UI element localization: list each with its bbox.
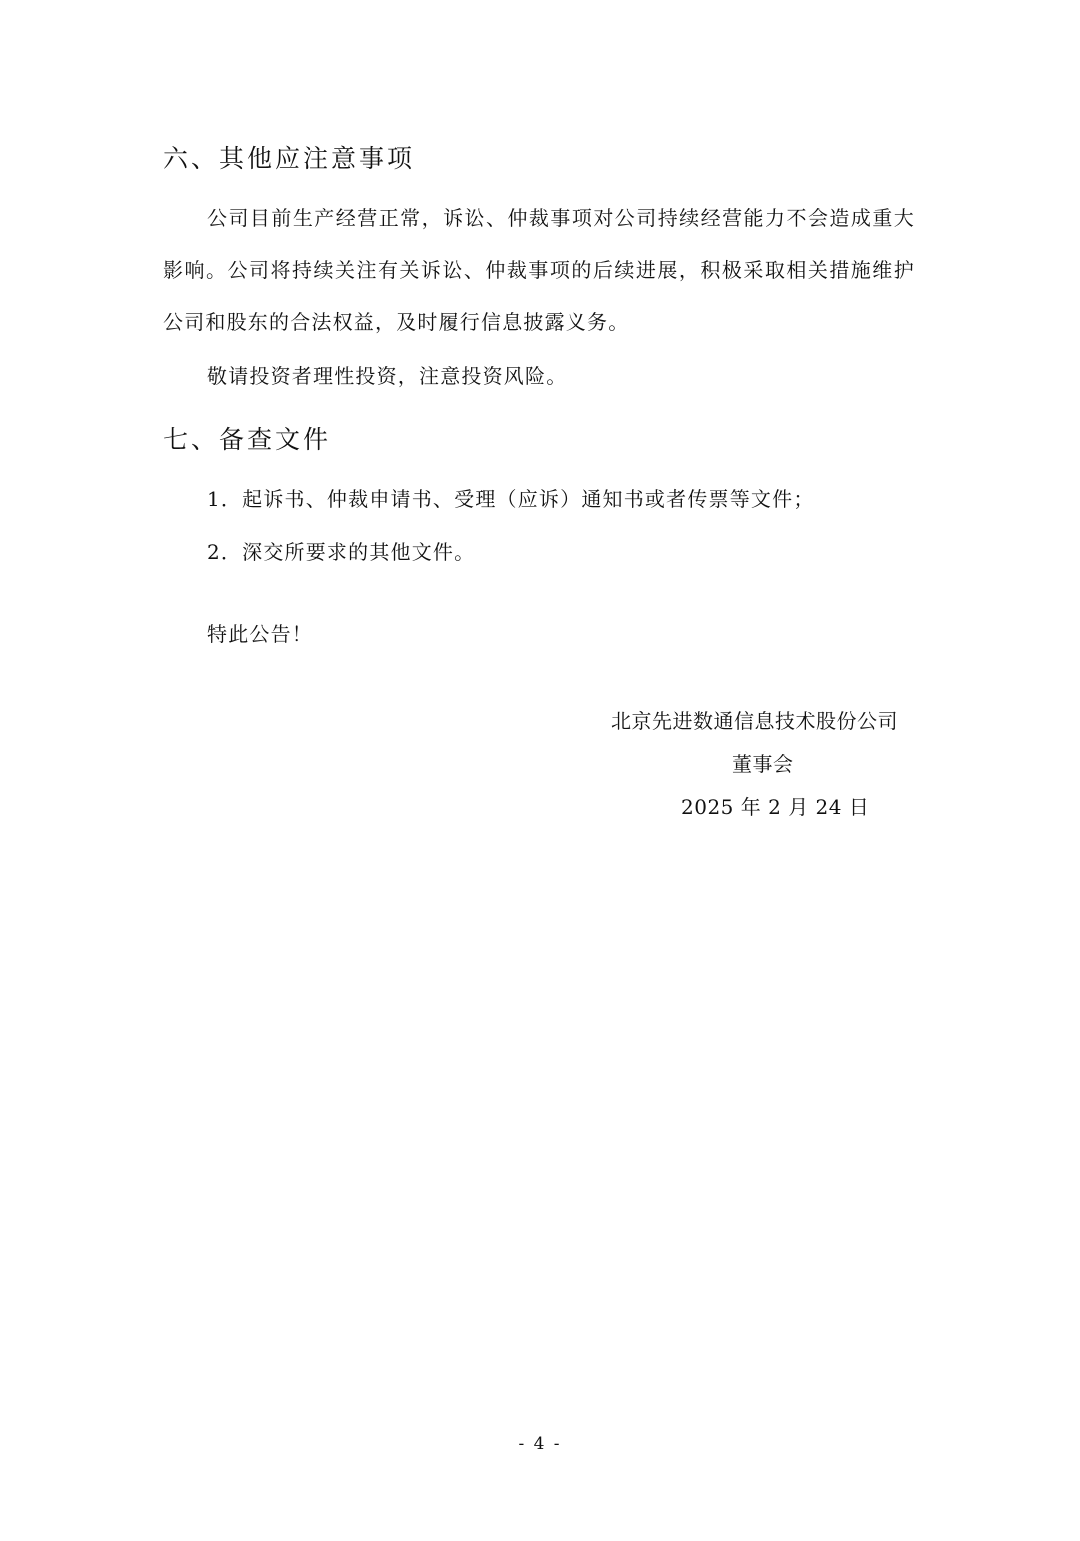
- section-heading-reference-documents: 七、备查文件: [163, 425, 332, 454]
- section-heading-other-matters: 六、其他应注意事项: [163, 144, 416, 173]
- signature-company: 北京先进数通信息技术股份公司: [611, 709, 898, 733]
- signature-board: 董事会: [732, 752, 794, 776]
- reference-list-item-1: 1．起诉书、仲裁申请书、受理（应诉）通知书或者传票等文件；: [207, 487, 815, 511]
- reference-list-item-2: 2．深交所要求的其他文件。: [207, 540, 476, 564]
- body-paragraph-business-status: 公司目前生产经营正常，诉讼、仲裁事项对公司持续经营能力不会造成重大影响。公司将持续关注有关诉讼、仲裁事项的后续进展，积极采取相关措施维护公司和股东的合法权益，及时履行信息披露义务。: [163, 206, 915, 334]
- page-number: - 4 -: [518, 1434, 562, 1454]
- closing-statement: 特此公告！: [207, 622, 313, 646]
- signature-date: 2025 年 2 月 24 日: [681, 795, 870, 819]
- body-paragraph-risk-notice: 敬请投资者理性投资，注意投资风险。: [207, 364, 568, 388]
